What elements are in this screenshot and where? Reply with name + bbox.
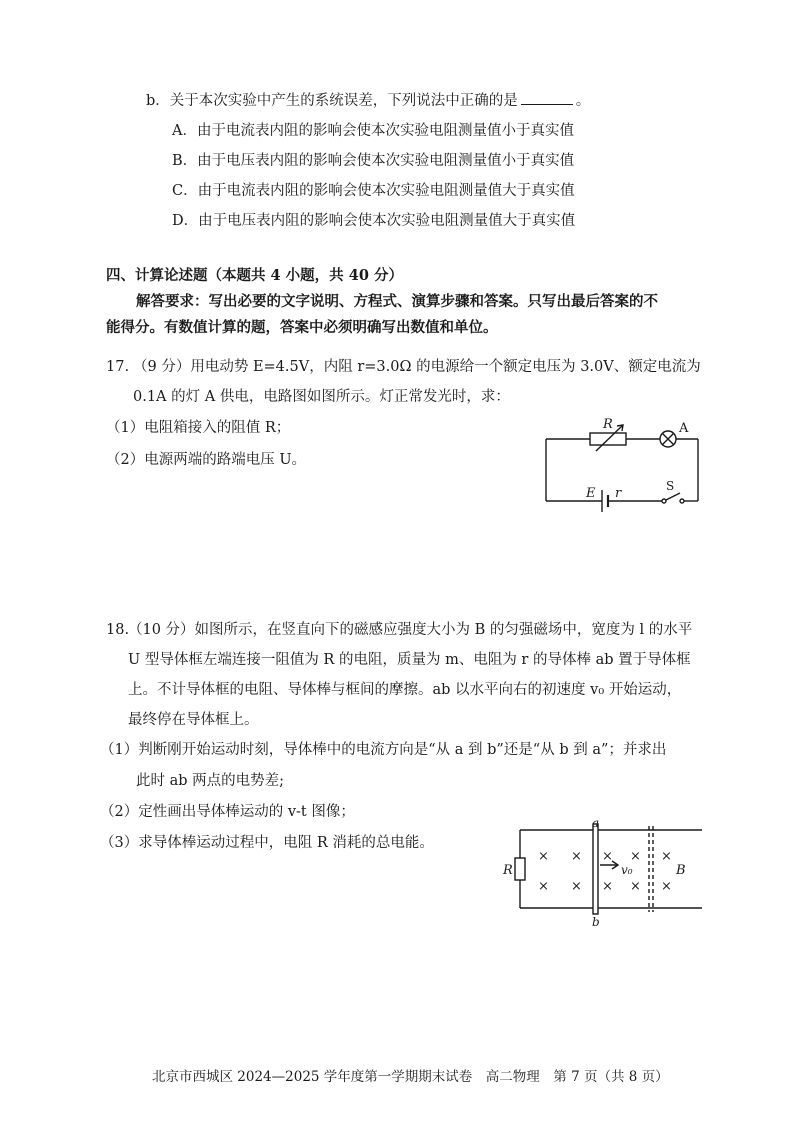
section-requirement-line1: 解答要求：写出必要的文字说明、方程式、演算步骤和答案。只写出最后答案的不 <box>136 293 658 310</box>
q17-sub1: （1）电阻箱接入的阻值 R； <box>106 420 291 436</box>
q18-line1: （10 分）如图所示，在竖直向下的磁感应强度大小为 B 的匀强磁场中，宽度为 l 的水平 <box>128 622 693 638</box>
q16b-stem-suffix: 。 <box>575 93 591 109</box>
magnetic-field-crosses <box>538 849 672 894</box>
answer-blank[interactable] <box>521 90 573 105</box>
q18-sub3: （3）求导体棒运动过程中，电阻 R 消耗的总电能。 <box>100 835 434 851</box>
field-cross: × <box>630 879 641 894</box>
label-s: S <box>666 479 675 493</box>
q18-line2: U 型导体框左端连接一阻值为 R 的电阻，质量为 m、电阻为 r 的导体棒 ab 置于导体框 <box>128 652 691 668</box>
resistor-r <box>515 858 525 880</box>
conductor-rod-ab <box>593 824 598 914</box>
q18-sub1a: （1）判断刚开始运动时刻，导体棒中的电流方向是“从 a 到 b”还是“从 b 到 a”；并求出 <box>100 742 667 758</box>
q16b-option-c: C．由于电流表内阻的影响会使本次实验电阻测量值大于真实值 <box>172 183 575 199</box>
label-resistor-r: R <box>503 863 513 878</box>
q18-number: 18. <box>106 622 130 638</box>
field-cross: × <box>571 849 582 864</box>
q18-magnetic-field-diagram <box>500 818 705 930</box>
label-v0: v₀ <box>621 863 633 877</box>
q17-line2: 0.1A 的灯 A 供电，电路图如图所示。灯正常发光时，求： <box>133 389 510 405</box>
field-cross: × <box>538 849 549 864</box>
label-r: R <box>603 417 613 432</box>
section-heading: 四、计算论述题（本题共 4 小题，共 40 分） <box>106 267 403 284</box>
switch-s <box>666 493 680 500</box>
field-cross: × <box>571 879 582 894</box>
q16b-option-a: A．由于电流表内阻的影响会使本次实验电阻测量值小于真实值 <box>172 123 574 139</box>
q17-circuit-diagram <box>540 415 705 527</box>
q17-sub2: （2）电源两端的路端电压 U。 <box>106 452 307 468</box>
field-cross: × <box>602 849 613 864</box>
label-field-b: B <box>676 863 686 878</box>
q16b-option-d: D．由于电压表内阻的影响会使本次实验电阻测量值大于真实值 <box>172 213 576 229</box>
field-cross: × <box>602 879 613 894</box>
q16b-stem-text: b．关于本次实验中产生的系统误差，下列说法中正确的是 <box>146 93 518 109</box>
q18-sub1b: 此时 ab 两点的电势差; <box>136 773 285 789</box>
label-a: A <box>679 421 689 436</box>
field-cross: × <box>630 849 641 864</box>
label-a: a <box>592 818 600 830</box>
page-footer: 北京市西城区 2024—2025 学年度第一学期期末试卷 高二物理 第 7 页（共 8 页） <box>152 1069 669 1085</box>
q16b-option-b: B．由于电压表内阻的影响会使本次实验电阻测量值小于真实值 <box>172 153 575 169</box>
q18-line3: 上。不计导体框的电阻、导体棒与框间的摩擦。ab 以水平向右的初速度 v₀ 开始运动， <box>128 682 682 698</box>
field-cross: × <box>538 879 549 894</box>
q17-line1: （9 分）用电动势 E=4.5V，内阻 r=3.0Ω 的电源给一个额定电压为 3.0V、额定电流为 <box>133 359 701 375</box>
q18-sub2: （2）定性画出导体棒运动的 v-t 图像； <box>100 804 355 820</box>
field-cross: × <box>661 879 672 894</box>
label-e: E <box>586 486 596 501</box>
field-cross: × <box>661 849 672 864</box>
q16b-stem <box>146 90 590 111</box>
section-requirement-line2: 能得分。有数值计算的题，答案中必须明确写出数值和单位。 <box>106 319 498 336</box>
q18-line4: 最终停在导体框上。 <box>128 712 259 728</box>
label-b: b <box>592 915 600 929</box>
q17-number: 17. <box>106 359 130 375</box>
label-internal-r: r <box>615 486 622 501</box>
